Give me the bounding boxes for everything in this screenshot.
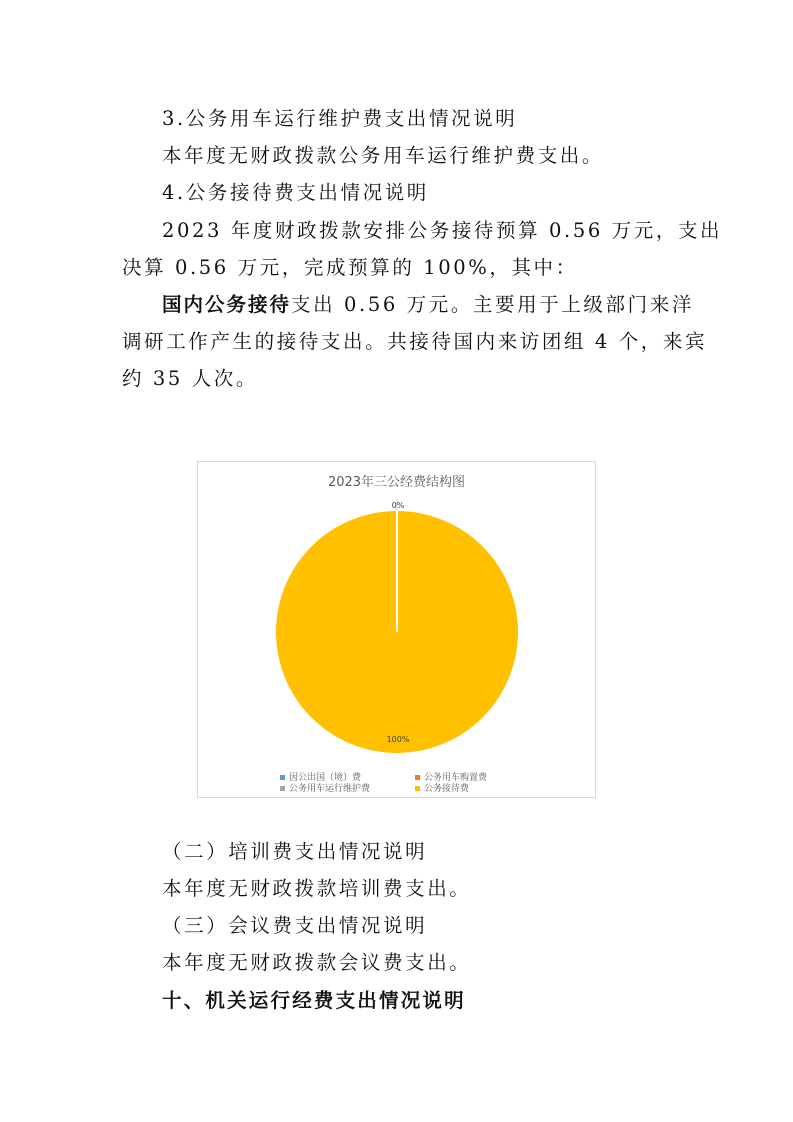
paragraph-domestic-reception-line1 (162, 295, 694, 315)
heading-reception: 4.公务接待费支出情况说明 (162, 181, 429, 204)
chart-title: 2023年三公经费结构图 (327, 475, 466, 490)
domestic-reception-text: 支出 0.56 万元。主要用于上级部门来洋 (291, 293, 694, 316)
pie-chart-svg (198, 462, 595, 797)
heading-operating-expenses: 十、机关运行经费支出情况说明 (162, 989, 466, 1012)
legend-label-overseas: 因公出国（境）费 (289, 773, 362, 783)
paragraph-vehicle-maintenance: 本年度无财政拨款公务用车运行维护费支出。 (162, 144, 605, 167)
legend-label-vehicle-purchase: 公务用车购置费 (424, 773, 488, 783)
paragraph-reception-line2: 决算 0.56 万元，完成预算的 100%，其中： (122, 256, 578, 279)
heading-vehicle-maintenance: 3.公务用车运行维护费支出情况说明 (162, 107, 518, 130)
paragraph-domestic-reception-line3: 约 35 人次。 (122, 367, 259, 390)
legend-swatch-vehicle-maintenance (280, 786, 285, 791)
legend-swatch-reception (415, 786, 420, 791)
paragraph-meeting: 本年度无财政拨款会议费支出。 (162, 951, 472, 974)
pie-label-top: 0% (391, 501, 405, 510)
legend-swatch-vehicle-purchase (415, 775, 420, 780)
legend-label-reception: 公务接待费 (424, 784, 470, 794)
legend-swatch-overseas (280, 775, 285, 780)
heading-training: （二）培训费支出情况说明 (162, 840, 428, 863)
domestic-reception-label: 国内公务接待 (162, 293, 292, 316)
legend-item-reception (415, 781, 469, 794)
pie-label-bottom: 100% (386, 735, 410, 744)
pie-chart (197, 461, 596, 798)
paragraph-reception-line1: 2023 年度财政拨款安排公务接待预算 0.56 万元，支出 (162, 219, 723, 242)
paragraph-domestic-reception-line2: 调研工作产生的接待支出。共接待国内来访团组 4 个，来宾 (122, 330, 708, 353)
legend-label-vehicle-maintenance: 公务用车运行维护费 (289, 784, 371, 794)
heading-meeting: （三）会议费支出情况说明 (162, 914, 428, 937)
paragraph-training: 本年度无财政拨款培训费支出。 (162, 877, 472, 900)
legend-item-vehicle-maintenance (280, 781, 370, 794)
